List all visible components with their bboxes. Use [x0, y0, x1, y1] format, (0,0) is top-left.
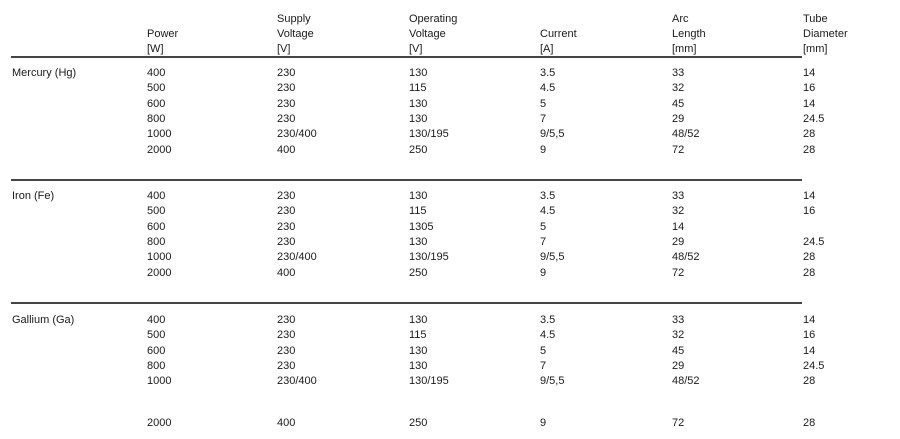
table-cell-power: 600 — [147, 98, 166, 110]
table-cell-current: 4.5 — [540, 205, 556, 217]
table-cell-supply: 230 — [277, 329, 296, 341]
table-cell-power: 400 — [147, 314, 166, 326]
table-cell-arc: 32 — [672, 205, 685, 217]
table-cell-supply: 230 — [277, 205, 296, 217]
table-cell-arc: 72 — [672, 267, 685, 279]
column-header-tube: Tube Diameter [mm] — [803, 13, 848, 55]
table-cell-operating: 130 — [409, 67, 428, 79]
table-cell-current: 7 — [540, 113, 547, 125]
table-cell-supply: 230 — [277, 221, 296, 233]
table-cell-operating: 250 — [409, 267, 428, 279]
table-cell-power: 500 — [147, 82, 166, 94]
table-cell-arc: 14 — [672, 221, 685, 233]
table-cell-arc: 48/52 — [672, 251, 700, 263]
table-cell-power: 800 — [147, 360, 166, 372]
table-cell-operating: 130 — [409, 236, 428, 248]
table-cell-current: 9/5,5 — [540, 375, 565, 387]
table-cell-tube: 16 — [803, 82, 816, 94]
table-cell-current: 9/5,5 — [540, 128, 565, 140]
column-header-power: Power [W] — [147, 28, 179, 55]
table-cell-power: 500 — [147, 329, 166, 341]
table-cell-tube: 16 — [803, 205, 816, 217]
table-cell-operating: 1305 — [409, 221, 434, 233]
table-cell-power: 600 — [147, 345, 166, 357]
table-cell-operating: 115 — [409, 82, 427, 94]
table-cell-arc: 48/52 — [672, 375, 700, 387]
group-divider — [11, 302, 802, 304]
table-cell-operating: 250 — [409, 144, 428, 156]
table-cell-power: 800 — [147, 113, 166, 125]
table-cell-arc: 72 — [672, 417, 685, 429]
table-cell-tube: 14 — [803, 345, 816, 357]
table-cell-arc: 32 — [672, 82, 685, 94]
table-cell-tube: 16 — [803, 329, 816, 341]
table-cell-current: 7 — [540, 236, 547, 248]
table-cell-supply: 400 — [277, 417, 296, 429]
table-cell-arc: 45 — [672, 345, 685, 357]
table-cell-operating: 130/195 — [409, 375, 449, 387]
table-cell-power: 400 — [147, 67, 166, 79]
group-label: Mercury (Hg) — [12, 67, 77, 79]
table-cell-power: 2000 — [147, 267, 172, 279]
table-cell-power: 2000 — [147, 417, 172, 429]
table-cell-supply: 400 — [277, 144, 296, 156]
column-header-current: Current [A] — [540, 28, 577, 55]
table-cell-current: 5 — [540, 98, 547, 110]
column-header-operating: Operating Voltage [V] — [409, 13, 458, 55]
table-cell-current: 4.5 — [540, 82, 556, 94]
table-cell-arc: 29 — [672, 236, 685, 248]
table-cell-tube: 28 — [803, 375, 816, 387]
table-cell-current: 3.5 — [540, 190, 556, 202]
table-cell-tube: 28 — [803, 251, 816, 263]
table-cell-operating: 130 — [409, 98, 428, 110]
table-cell-operating: 130 — [409, 113, 428, 125]
table-cell-power: 600 — [147, 221, 166, 233]
table-cell-current: 9 — [540, 144, 547, 156]
table-cell-arc: 33 — [672, 314, 685, 326]
table-cell-operating: 130 — [409, 314, 428, 326]
table-cell-arc: 48/52 — [672, 128, 700, 140]
table-cell-power: 400 — [147, 190, 166, 202]
table-cell-operating: 250 — [409, 417, 428, 429]
table-cell-supply: 230 — [277, 190, 296, 202]
table-cell-current: 9 — [540, 267, 547, 279]
table-cell-tube: 28 — [803, 417, 816, 429]
table-cell-power: 500 — [147, 205, 166, 217]
table-cell-current: 7 — [540, 360, 547, 372]
table-cell-operating: 130/195 — [409, 128, 449, 140]
group-label: Gallium (Ga) — [12, 314, 75, 326]
table-cell-arc: 72 — [672, 144, 685, 156]
table-cell-tube: 28 — [803, 267, 816, 279]
table-cell-arc: 33 — [672, 190, 685, 202]
column-header-arc: Arc Length [mm] — [672, 13, 706, 55]
table-cell-tube: 14 — [803, 190, 816, 202]
table-cell-current: 5 — [540, 221, 547, 233]
table-cell-supply: 230 — [277, 345, 296, 357]
table-cell-operating: 115 — [409, 205, 427, 217]
table-cell-tube: 14 — [803, 98, 816, 110]
table-cell-supply: 400 — [277, 267, 296, 279]
table-cell-tube: 14 — [803, 67, 816, 79]
table-cell-current: 3.5 — [540, 314, 556, 326]
table-cell-tube: 14 — [803, 314, 816, 326]
table-cell-power: 2000 — [147, 144, 172, 156]
table-cell-supply: 230 — [277, 360, 296, 372]
table-cell-power: 800 — [147, 236, 166, 248]
table-cell-current: 9/5,5 — [540, 251, 565, 263]
table-cell-current: 5 — [540, 345, 547, 357]
table-cell-power: 1000 — [147, 375, 172, 387]
table-cell-operating: 130 — [409, 360, 428, 372]
table-cell-supply: 230 — [277, 82, 296, 94]
table-cell-supply: 230/400 — [277, 375, 317, 387]
table-cell-supply: 230 — [277, 314, 296, 326]
table-cell-supply: 230/400 — [277, 128, 317, 140]
column-header-supply: Supply Voltage [V] — [277, 13, 314, 55]
table-cell-operating: 130/195 — [409, 251, 449, 263]
table-cell-supply: 230 — [277, 113, 296, 125]
table-cell-operating: 115 — [409, 329, 427, 341]
group-label: Iron (Fe) — [12, 190, 55, 202]
table-cell-supply: 230 — [277, 98, 296, 110]
table-cell-power: 1000 — [147, 251, 172, 263]
table-cell-power: 1000 — [147, 128, 172, 140]
table-cell-tube: 24.5 — [803, 236, 825, 248]
table-cell-current: 3.5 — [540, 67, 556, 79]
table-cell-arc: 29 — [672, 113, 685, 125]
table-cell-tube: 24.5 — [803, 360, 825, 372]
table-cell-tube: 24.5 — [803, 113, 825, 125]
table-cell-current: 9 — [540, 417, 547, 429]
group-divider — [11, 179, 802, 181]
table-cell-current: 4.5 — [540, 329, 556, 341]
table-cell-supply: 230/400 — [277, 251, 317, 263]
table-cell-operating: 130 — [409, 345, 428, 357]
table-cell-supply: 230 — [277, 67, 296, 79]
table-cell-arc: 33 — [672, 67, 685, 79]
table-cell-arc: 29 — [672, 360, 685, 372]
table-cell-supply: 230 — [277, 236, 296, 248]
table-cell-arc: 32 — [672, 329, 685, 341]
group-divider — [11, 56, 802, 58]
table-cell-operating: 130 — [409, 190, 428, 202]
table-cell-arc: 45 — [672, 98, 685, 110]
table-cell-tube: 28 — [803, 144, 816, 156]
table-cell-tube: 28 — [803, 128, 816, 140]
